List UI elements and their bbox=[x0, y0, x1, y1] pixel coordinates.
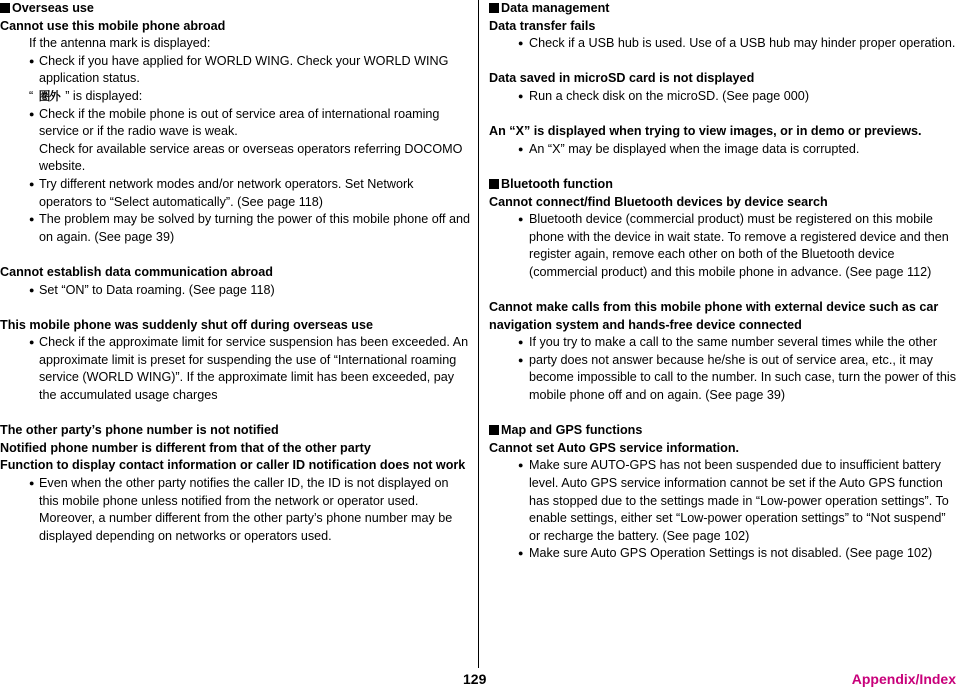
out-of-service-icon: 圏外 bbox=[38, 88, 60, 103]
bullet-item: ● Bluetooth device (commercial product) must be registered on this mobile phone with the device in wait state. To remove a registered device and then register again, remove each other on both of the Bluetooth device (commercial product) and this mobile phone in advance. (See page 112) bbox=[489, 211, 957, 281]
question-shutoff: This mobile phone was suddenly shut off during overseas use bbox=[0, 317, 373, 332]
question-use-abroad: Cannot use this mobile phone abroad bbox=[0, 18, 226, 33]
section-heading-gps: Map and GPS functions bbox=[489, 422, 957, 440]
bullet-item: ● If you try to make a call to the same number several times while the other bbox=[489, 334, 957, 352]
question-data-comm: Cannot establish data communication abroad bbox=[0, 264, 273, 279]
question-x-displayed: An “X” is displayed when trying to view images, or in demo or previews. bbox=[489, 124, 922, 139]
bullet-item: ● Run a check disk on the microSD. (See page 000) bbox=[489, 88, 957, 106]
section-heading-bluetooth: Bluetooth function bbox=[489, 176, 957, 194]
out-of-service-condition: “ 圏外 ” is displayed: bbox=[0, 88, 470, 106]
section-heading-overseas: Overseas use bbox=[0, 0, 470, 18]
square-bullet-icon bbox=[489, 425, 499, 435]
bullet-item: ● Set “ON” to Data roaming. (See page 118) bbox=[0, 282, 470, 300]
bullet-item: ● party does not answer because he/she is out of service area, etc., it may become impossible to call to the number. In such case, turn the power of this mobile phone off and on again. (See page 39) bbox=[489, 352, 957, 405]
question-caller-number: Notified phone number is different from that of the other party bbox=[0, 440, 371, 455]
bullet-item: ● Even when the other party notifies the caller ID, the ID is not displayed on this mobile phone unless notified from the network or operator used. Moreover, a number different from the other party’s phone number may be displayed depending on networks or operators used. bbox=[0, 475, 470, 545]
bullet-item: ● Check if the approximate limit for service suspension has been exceeded. An approximate limit is preset for suspending the use of “International roaming service (WORLD WING)”. If the approximate limit has been exceeded, pay the accumulated usage charges bbox=[0, 334, 470, 404]
question-caller-function: Function to display contact information or caller ID notification does not work bbox=[0, 458, 466, 473]
column-divider bbox=[478, 0, 479, 668]
question-bluetooth-search: Cannot connect/find Bluetooth devices by device search bbox=[489, 194, 828, 209]
right-column bbox=[489, 0, 957, 563]
bullet-item: ● Try different network modes and/or network operators. Set Network operators to “Select automatically”. (See page 118) bbox=[0, 176, 470, 211]
antenna-condition: If the antenna mark is displayed: bbox=[29, 36, 211, 51]
question-microsd: Data saved in microSD card is not displayed bbox=[489, 71, 755, 86]
bullet-item: ● An “X” may be displayed when the image data is corrupted. bbox=[489, 141, 957, 159]
square-bullet-icon bbox=[489, 179, 499, 189]
bullet-item: ● Make sure AUTO-GPS has not been suspended due to insufficient battery level. Auto GPS service information cannot be set if the Auto GPS function has stopped due to the settings made in “Low-power operation settings”. To enable settings, either set “Low-power operation settings” to “Not suspend” or recharge the battery. (See page 102) bbox=[489, 457, 957, 545]
appendix-index-link[interactable]: Appendix/Index bbox=[851, 671, 956, 687]
question-external-device: Cannot make calls from this mobile phone with external device such as car navigation system and hands-free device connected bbox=[489, 300, 939, 332]
left-column bbox=[0, 0, 470, 545]
bullet-item: ● Check if a USB hub is used. Use of a USB hub may hinder proper operation. bbox=[489, 35, 957, 53]
square-bullet-icon bbox=[489, 3, 499, 13]
question-data-transfer: Data transfer fails bbox=[489, 18, 596, 33]
question-auto-gps: Cannot set Auto GPS service information. bbox=[489, 440, 740, 455]
section-heading-data-management: Data management bbox=[489, 0, 957, 18]
bullet-item: ● The problem may be solved by turning the power of this mobile phone off and on again. (See page 39) bbox=[0, 211, 470, 246]
question-caller-id: The other party’s phone number is not notified bbox=[0, 423, 279, 438]
page-number: 129 bbox=[463, 671, 487, 687]
bullet-item: ● Check if the mobile phone is out of service area of international roaming service or if the radio wave is weak. Check for available service areas or overseas operators referring DOCOMO website. bbox=[0, 106, 470, 176]
square-bullet-icon bbox=[0, 3, 10, 13]
bullet-item: ● Check if you have applied for WORLD WING. Check your WORLD WING application status. bbox=[0, 53, 470, 88]
bullet-item: ● Make sure Auto GPS Operation Settings is not disabled. (See page 102) bbox=[489, 545, 957, 563]
